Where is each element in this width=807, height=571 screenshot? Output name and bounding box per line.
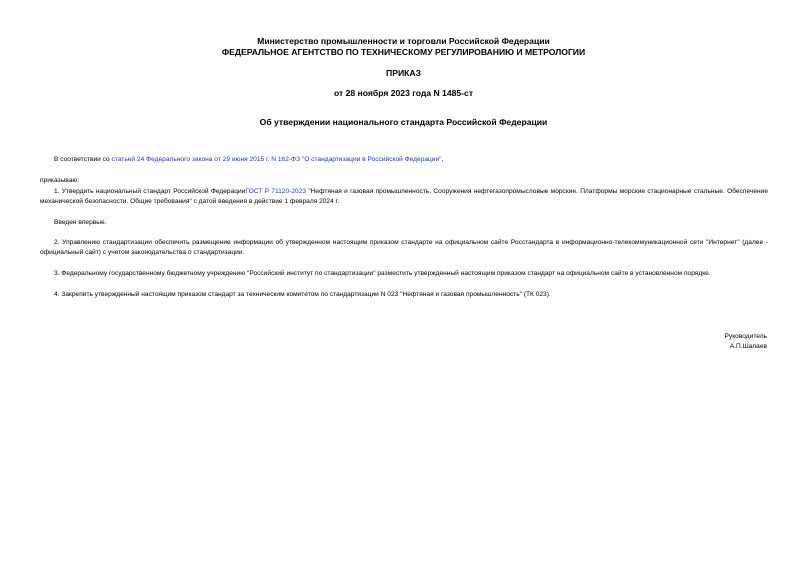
- federal-law-link[interactable]: статьей 24 Федерального закона от 29 июня 2015 г. N 162-ФЗ "О стандартизации в Российской Федерации": [111, 156, 442, 163]
- first-time-note: Введен впервые.: [54, 219, 107, 226]
- agency-name: ФЕДЕРАЛЬНОЕ АГЕНТСТВО ПО ТЕХНИЧЕСКОМУ РЕГУЛИРОВАНИЮ И МЕТРОЛОГИИ: [221, 47, 586, 57]
- intro-paragraph: [40, 155, 768, 165]
- intro-suffix: ,: [441, 156, 444, 163]
- item-2-paragraph: 2. Управлению стандартизации обеспечить размещение информации об утвержденном настоящим приказом стандарте на официальном сайте Росстандарта в информационно-телекоммуникационной сети "Интернет" (далее - официальный сайт) с учетом законодательства о стандартизации.: [40, 239, 768, 256]
- gost-standard-link[interactable]: ГОСТ Р 71120-2023: [245, 188, 307, 195]
- document-date-number: от 28 ноября 2023 года N 1485-ст: [333, 88, 474, 98]
- signature-name: А.П.Шалаев: [729, 343, 767, 350]
- intro-prefix: В соответствии со: [54, 156, 112, 163]
- document-type: ПРИКАЗ: [386, 68, 421, 78]
- item-1-suffix: "Нефтяная и газовая промышленность. Сооружения нефтегазопромысловые морские. Платформы морские стационарные стальные. Обеспечение механической безопасности. Общие требования" с датой введения в действие 1 февраля 2024 г.: [40, 188, 768, 205]
- item-1-paragraph: [40, 187, 768, 207]
- order-word: приказываю:: [40, 177, 80, 184]
- document-subject: Об утверждении национального стандарта Российской Федерации: [259, 117, 548, 127]
- item-4-paragraph: 4. Закрепить утвержденный настоящим приказом стандарт за техническим комитетом по стандартизации N 023 "Нефтяная и газовая промышленность" (ТК 023).: [54, 291, 551, 298]
- signature-title: Руководитель: [724, 333, 767, 340]
- ministry-name: Министерство промышленности и торговли Российской Федерации: [257, 36, 550, 46]
- item-3-paragraph: 3. Федеральному государственному бюджетному учреждению "Российский институт по стандартизации" разместить утвержденный настоящим приказом стандарт на официальном сайте в установленном порядке.: [54, 270, 711, 277]
- item-1-prefix: 1. Утвердить национальный стандарт Российской Федерации: [54, 188, 246, 195]
